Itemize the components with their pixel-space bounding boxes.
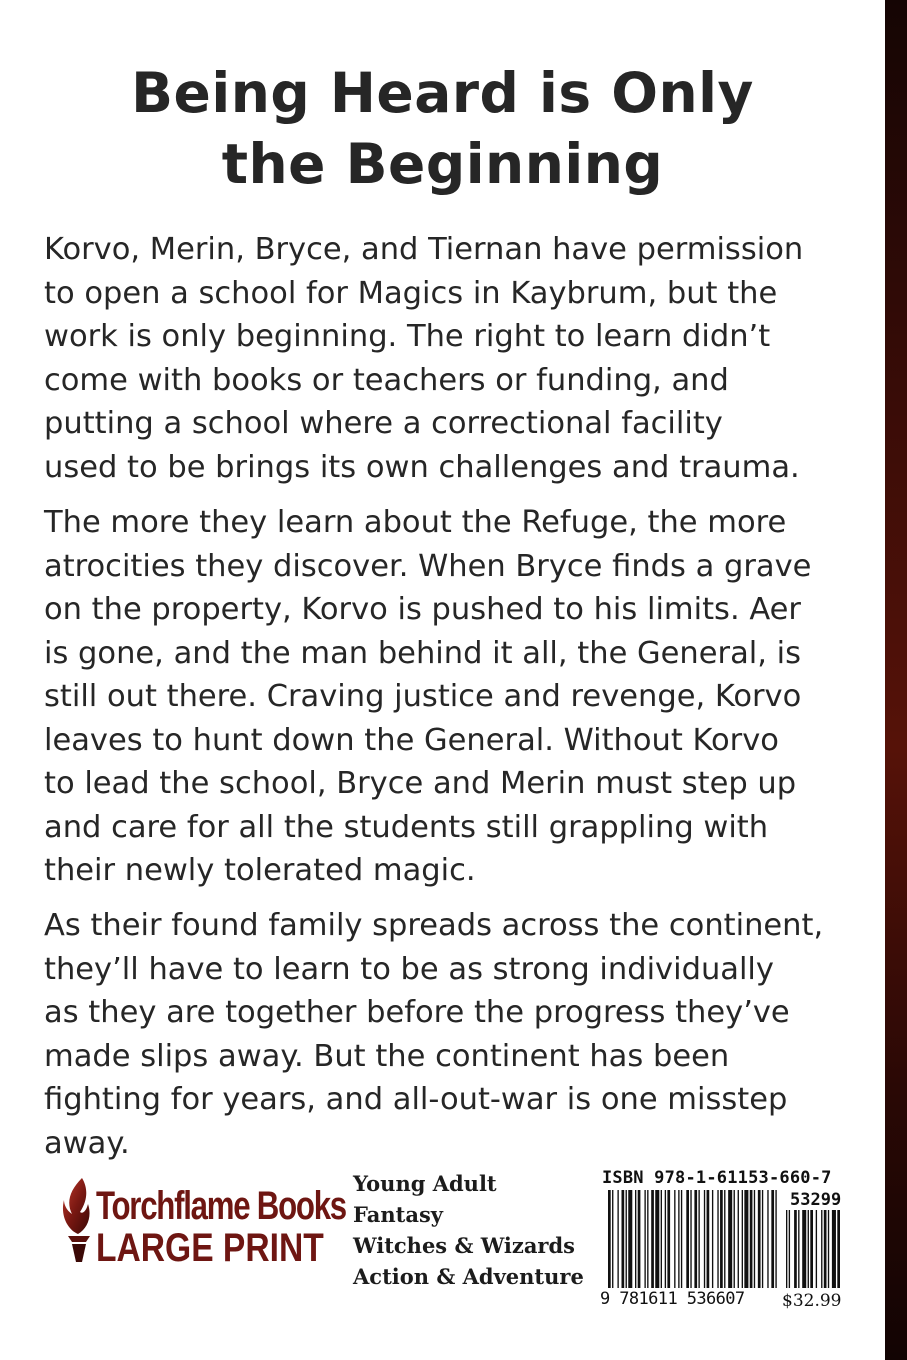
- blurb-line: they’ll have to learn to be as strong individually: [44, 951, 774, 987]
- blurb-line: atrocities they discover. When Bryce finds a grave: [44, 548, 812, 584]
- blurb-line: The more they learn about the Refuge, the more: [44, 505, 787, 540]
- blurb-line: away.: [44, 1125, 130, 1161]
- spine-edge: [885, 0, 907, 1360]
- blurb-line: their newly tolerated magic.: [44, 853, 476, 888]
- publisher-logo: [60, 1174, 346, 1284]
- blurb-line: on the property, Korvo is pushed to his limits. Aer: [44, 592, 801, 627]
- price-addon-code: 53299: [790, 1190, 842, 1210]
- blurb-line: fighting for years, and all-out-war is one misstep: [44, 1082, 788, 1117]
- blurb-paragraph-1: [44, 228, 844, 489]
- cover-headline: [40, 58, 845, 200]
- headline-line-1: Being Heard is Only: [131, 61, 754, 125]
- blurb-line: As their found family spreads across the continent,: [44, 908, 824, 943]
- blurb-line: come with books or teachers or funding, and: [44, 362, 729, 398]
- blurb-line: work is only beginning. The right to learn didn’t: [44, 319, 771, 354]
- blurb-line: putting a school where a correctional facility: [44, 406, 723, 441]
- publisher-name: Torchflame Books: [96, 1184, 346, 1228]
- isbn-label: ISBN 978-1-61153-660-7: [602, 1168, 832, 1188]
- genre-list: [353, 1168, 584, 1292]
- headline-line-2: the Beginning: [221, 132, 664, 196]
- blurb-line: still out there. Craving justice and revenge, Korvo: [44, 679, 802, 714]
- blurb-line: to open a school for Magics in Kaybrum, but the: [44, 275, 778, 311]
- blurb-line: is gone, and the man behind it all, the General, is: [44, 635, 801, 671]
- blurb-line: as they are together before the progress they’ve: [44, 995, 790, 1030]
- blurb-line: to lead the school, Bryce and Merin must step up: [44, 766, 797, 801]
- genre-item: Young Adult: [353, 1171, 497, 1196]
- flame-icon: [62, 1176, 96, 1264]
- publisher-edition: LARGE PRINT: [96, 1226, 324, 1270]
- blurb-line: and care for all the students still grappling with: [44, 809, 769, 845]
- blurb-paragraph-2: [44, 501, 844, 893]
- ean-digits: 9 781611 536607: [600, 1289, 745, 1309]
- barcode-bars: [598, 1190, 842, 1292]
- price-label: $32.99: [782, 1291, 842, 1311]
- blurb-line: Korvo, Merin, Bryce, and Tiernan have permission: [44, 232, 804, 267]
- genre-item: Witches & Wizards: [353, 1233, 576, 1258]
- blurb-line: leaves to hunt down the General. Without Korvo: [44, 722, 779, 758]
- blurb-paragraph-3: [44, 904, 844, 1165]
- blurb-line: used to be brings its own challenges and trauma.: [44, 449, 800, 485]
- genre-item: Fantasy: [353, 1202, 443, 1227]
- blurb-line: made slips away. But the continent has been: [44, 1038, 730, 1074]
- isbn-barcode: [598, 1166, 842, 1312]
- genre-item: Action & Adventure: [353, 1264, 584, 1289]
